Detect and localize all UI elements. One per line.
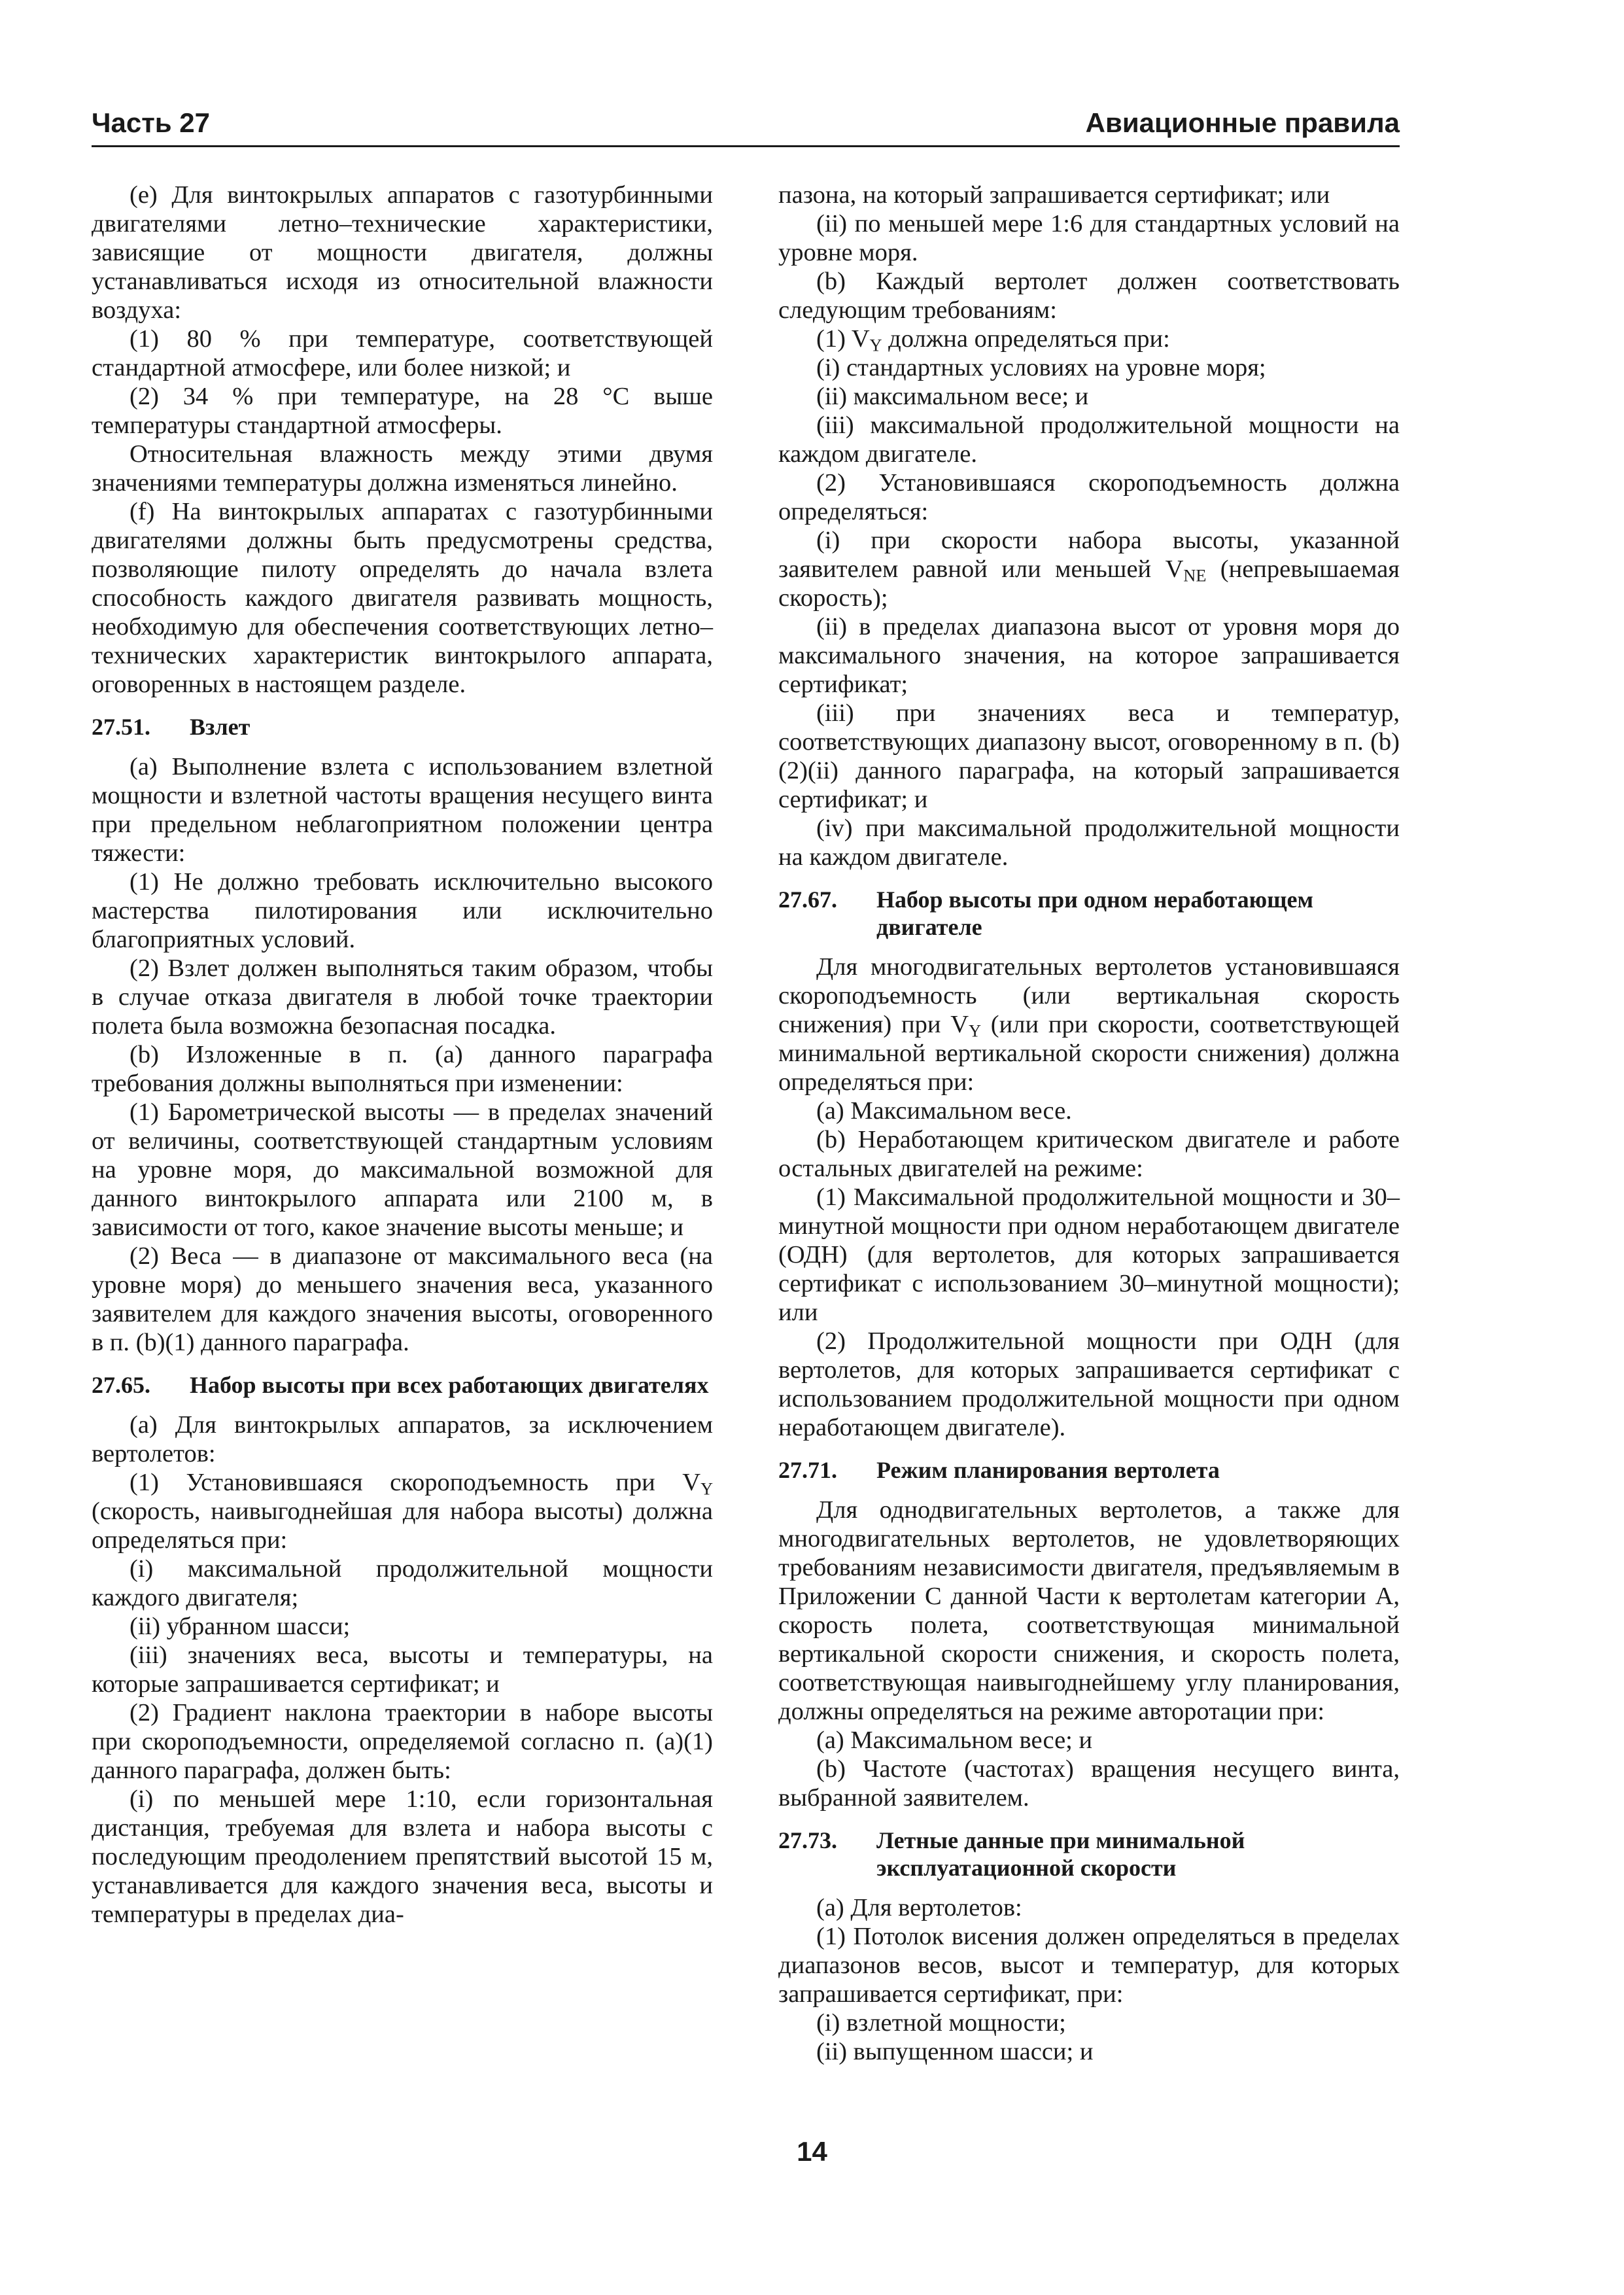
paragraph xyxy=(92,954,713,1040)
paragraph xyxy=(92,1098,713,1242)
paragraph xyxy=(778,1125,1400,1183)
section-heading xyxy=(92,713,713,741)
paragraph xyxy=(778,1893,1400,1922)
paragraph-text: (2) Установившаяся скороподъемность должна определяться: xyxy=(778,469,1400,525)
right-text-column xyxy=(778,181,1400,2066)
subscript: Y xyxy=(969,1021,981,1041)
paragraph xyxy=(92,382,713,440)
paragraph-text: (2) Взлет должен выполняться таким образом, чтобы в случае отказа двигателя в любой точке траектории полета была возможна безопасная посадка. xyxy=(92,955,713,1040)
paragraph-text: (2) 34 % при температуре, на 28 °C выше температуры стандартной атмосферы. xyxy=(92,383,713,439)
paragraph-text: (b) Изложенные в п. (a) данного параграфа требования должны выполняться при изменении: xyxy=(92,1041,713,1097)
paragraph-text: (iii) значениях веса, высоты и температуры, на которые запрашивается сертификат; и xyxy=(92,1641,713,1698)
paragraph-text: (iii) максимальной продолжительной мощности на каждом двигателе. xyxy=(778,412,1400,468)
paragraph-text: (b) Неработающем критическом двигателе и работе остальных двигателей на режиме: xyxy=(778,1126,1400,1182)
header-part-label: Часть 27 xyxy=(92,107,211,138)
section-title: Режим планирования вертолета xyxy=(876,1457,1220,1483)
paragraph-text: (a) Для вертолетов: xyxy=(816,1894,1022,1921)
paragraph-text: (b) Каждый вертолет должен соответствовать следующим требованиям: xyxy=(778,268,1400,324)
paragraph-text: (2) Веса — в диапазоне от максимального веса (на уровне моря) до меньшего значения веса, указанного заявителем для каждого значения высоты, оговоренного в п. (b)(1) данного параграфа. xyxy=(92,1242,713,1356)
paragraph-text: (iii) при значениях веса и температур, соответствующих диапазону высот, оговоренному в п. (b)(2)(ii) данного параграфа, на который запрашивается сертификат; и xyxy=(778,699,1400,813)
section-number: 27.51. xyxy=(92,714,150,740)
paragraph-text: (1) Потолок висения должен определяться в пределах диапазонов весов, высот и температур, для которых запрашивается сертификат, при: xyxy=(778,1923,1400,2008)
paragraph-text: (2) Градиент наклона траектории в наборе высоты при скороподъемности, определяемой согласно п. (a)(1) данного параграфа, должен быть: xyxy=(92,1699,713,1784)
paragraph-text: Для однодвигательных вертолетов, а также для многодвигательных вертолетов, не удовлетворяющих требованиям независимости двигателя, предъявляемым в Приложении С данной Части к вертолетам категории А, скорость полета, соответствующая минимальной вертикальной скорости снижения, и скорость полета, соответствующая наивыгоднейшему углу планирования, должны определяться на режиме авторотации при: xyxy=(778,1496,1400,1725)
section-heading xyxy=(778,1827,1400,1882)
paragraph xyxy=(92,1698,713,1785)
paragraph xyxy=(778,324,1400,353)
paragraph-text: (ii) максимальном весе; и xyxy=(816,383,1089,410)
paragraph-text: (1) Установившаяся скороподъемность при V xyxy=(130,1469,701,1496)
section-title: Набор высоты при всех работающих двигателях xyxy=(190,1372,709,1398)
paragraph xyxy=(92,1410,713,1468)
section-number: 27.71. xyxy=(778,1457,837,1483)
left-text-column xyxy=(92,181,713,1929)
paragraph-text: (i) по меньшей мере 1:10, если горизонтальная дистанция, требуемая для взлета и набора высоты с последующим преодолением препятствий высотой 15 м, устанавливается для каждого значения веса, высоты и температуры в пределах диа- xyxy=(92,1785,713,1928)
paragraph xyxy=(92,1554,713,1612)
paragraph xyxy=(778,2008,1400,2037)
paragraph-text: (ii) выпущенном шасси; и xyxy=(816,2038,1094,2065)
paragraph-text: (1) V xyxy=(816,325,870,353)
paragraph xyxy=(778,1755,1400,1812)
paragraph xyxy=(778,953,1400,1096)
paragraph xyxy=(778,699,1400,814)
paragraph-text: (1) Максимальной продолжительной мощности и 30–минутной мощности при одном неработающем двигателе (ОДН) (для вертолетов, для которых запрашивается сертификат с использованием 30–минутной мощности); или xyxy=(778,1183,1400,1326)
paragraph xyxy=(778,181,1400,209)
paragraph xyxy=(778,2037,1400,2066)
section-number: 27.65. xyxy=(92,1372,150,1398)
paragraph-text: (i) максимальной продолжительной мощности каждого двигателя; xyxy=(92,1555,713,1611)
running-header xyxy=(92,105,1400,147)
paragraph xyxy=(92,1242,713,1357)
paragraph xyxy=(778,353,1400,382)
section-title: Набор высоты при одном неработающем двигателе xyxy=(876,886,1313,940)
paragraph-text-continued: должна определяться при: xyxy=(882,325,1170,353)
paragraph-text: (f) На винтокрылых аппаратах с газотурбинными двигателями должны быть предусмотрены средства, позволяющие пилоту определять до начала взлета способность каждого двигателя развивать мощность, необходимую для обеспечения соответствующих летно–технических характеристик винтокрылого аппарата, оговоренных в настоящем разделе. xyxy=(92,498,713,698)
paragraph xyxy=(92,497,713,699)
paragraph xyxy=(778,1496,1400,1726)
paragraph xyxy=(778,267,1400,324)
paragraph-text-continued: (непревышаемая скорость); xyxy=(778,555,1400,612)
section-heading xyxy=(778,1456,1400,1484)
paragraph xyxy=(778,209,1400,267)
paragraph xyxy=(778,468,1400,526)
paragraph-text: (iv) при максимальной продолжительной мощности на каждом двигателе. xyxy=(778,815,1400,871)
paragraph-text: (b) Частоте (частотах) вращения несущего винта, выбранной заявителем. xyxy=(778,1755,1400,1812)
section-heading xyxy=(92,1371,713,1399)
paragraph-text: (a) Максимальном весе; и xyxy=(816,1726,1093,1754)
paragraph xyxy=(92,324,713,382)
paragraph xyxy=(92,1785,713,1929)
paragraph-text: (1) Барометрической высоты — в пределах значений от величины, соответствующей стандартным условиям на уровне моря, до максимальной возможной для данного винтокрылого аппарата или 2100 м, в зависимости от того, какое значение высоты меньше; и xyxy=(92,1098,713,1241)
paragraph-text: (a) Выполнение взлета с использованием взлетной мощности и взлетной частоты вращения несущего винта при предельном неблагоприятном положении центра тяжести: xyxy=(92,753,713,867)
paragraph xyxy=(92,1641,713,1698)
subscript: Y xyxy=(700,1479,713,1499)
paragraph xyxy=(92,440,713,497)
paragraph xyxy=(778,1726,1400,1755)
paragraph-text: Для многодвигательных вертолетов установившаяся скороподъемность (или вертикальная скорость снижения) при V xyxy=(778,953,1400,1038)
paragraph xyxy=(778,814,1400,871)
paragraph xyxy=(778,382,1400,411)
paragraph xyxy=(778,1922,1400,2008)
page-number: 14 xyxy=(797,2136,827,2167)
paragraph-text: Относительная влажность между этими двумя значениями температуры должна изменяться линейно. xyxy=(92,440,713,497)
paragraph xyxy=(92,1468,713,1554)
paragraph-text: (i) взлетной мощности; xyxy=(816,2009,1066,2037)
paragraph-text-continued: (скорость, наивыгоднейшая для набора высоты) должна определяться при: xyxy=(92,1498,713,1554)
paragraph xyxy=(778,1096,1400,1125)
section-title: Летные данные при минимальной эксплуатационной скорости xyxy=(876,1827,1245,1881)
paragraph xyxy=(778,1327,1400,1442)
paragraph-text: (1) 80 % при температуре, соответствующей стандартной атмосфере, или более низкой; и xyxy=(92,325,713,381)
paragraph-text: (1) Не должно требовать исключительно высокого мастерства пилотирования или исключительно благоприятных условий. xyxy=(92,868,713,953)
paragraph xyxy=(778,612,1400,699)
section-number: 27.73. xyxy=(778,1827,837,1853)
paragraph xyxy=(92,181,713,324)
paragraph-text: пазона, на который запрашивается сертификат; или xyxy=(778,181,1330,209)
paragraph xyxy=(778,1183,1400,1327)
paragraph xyxy=(92,1040,713,1098)
paragraph xyxy=(92,867,713,954)
paragraph-text: (a) Максимальном весе. xyxy=(816,1097,1072,1125)
paragraph-text: (ii) убранном шасси; xyxy=(130,1613,351,1640)
paragraph-text: (ii) в пределах диапазона высот от уровня моря до максимального значения, на которое запрашивается сертификат; xyxy=(778,613,1400,698)
paragraph-text: (ii) по меньшей мере 1:6 для стандартных условий на уровне моря. xyxy=(778,210,1400,266)
subscript: Y xyxy=(869,336,882,355)
paragraph-text: (e) Для винтокрылых аппаратов с газотурбинными двигателями летно–технические характеристики, зависящие от мощности двигателя, должны устанавливаться исходя из относительной влажности воздуха: xyxy=(92,181,713,324)
paragraph-text: (i) при скорости набора высоты, указанной заявителем равной или меньшей V xyxy=(778,527,1400,583)
subscript: NE xyxy=(1183,566,1207,586)
header-document-title: Авиационные правила xyxy=(1085,107,1400,138)
paragraph-text-continued: (или при скорости, соответствующей минимальной вертикальной скорости снижения) должна определяться при: xyxy=(778,1011,1400,1096)
section-number: 27.67. xyxy=(778,886,837,913)
paragraph xyxy=(778,411,1400,468)
paragraph-text: (i) стандартных условиях на уровне моря; xyxy=(816,354,1266,381)
section-heading xyxy=(778,886,1400,941)
paragraph xyxy=(778,526,1400,612)
paragraph-text: (2) Продолжительной мощности при ОДН (для вертолетов, для которых запрашивается сертификат с использованием продолжительной мощности при одном неработающем двигателе). xyxy=(778,1327,1400,1441)
section-title: Взлет xyxy=(190,714,251,740)
paragraph-text: (a) Для винтокрылых аппаратов, за исключением вертолетов: xyxy=(92,1411,713,1467)
paragraph xyxy=(92,1612,713,1641)
paragraph xyxy=(92,752,713,867)
